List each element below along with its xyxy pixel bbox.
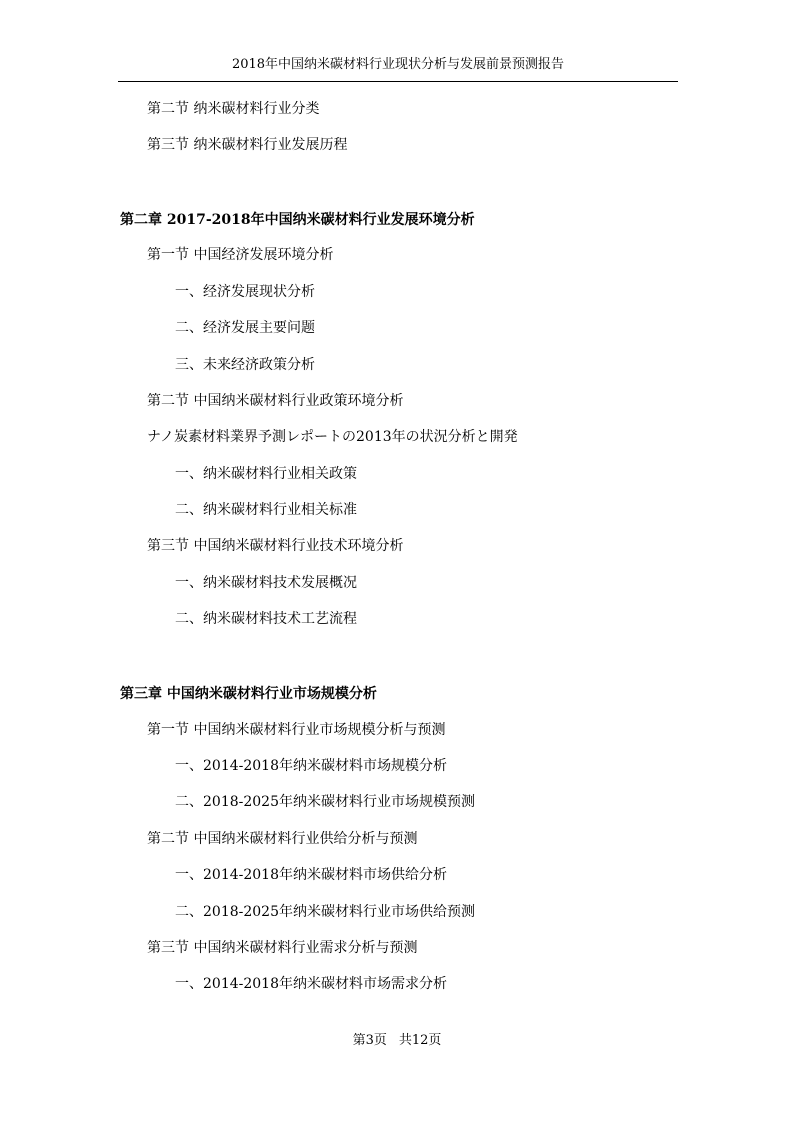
report-title: 2018年中国纳米碳材料行业现状分析与发展前景预测报告 [231,57,565,72]
toc-ch3-s2-item-2[interactable]: 二、2018-2025年纳米碳材料行业市场供给预测 [175,904,475,920]
toc-ch3-section-1[interactable]: 第一节 中国纳米碳材料行业市场规模分析与预测 [147,722,446,738]
toc-ch3-section-3[interactable]: 第三节 中国纳米碳材料行业需求分析与预测 [147,940,418,956]
toc-ch3-s3-item-1[interactable]: 一、2014-2018年纳米碳材料市场需求分析 [175,976,447,992]
toc-chapter-2[interactable]: 第二章 2017-2018年中国纳米碳材料行业发展环境分析 [120,212,475,228]
toc-ch3-section-2[interactable]: 第二节 中国纳米碳材料行业供给分析与预测 [147,831,418,847]
toc-japanese-note: ナノ炭素材料業界予測レポートの2013年の状況分析と開発 [147,429,518,445]
toc-ch3-s2-item-1[interactable]: 一、2014-2018年纳米碳材料市场供给分析 [175,867,447,883]
page-header [118,52,678,82]
toc-ch3-s1-item-2[interactable]: 二、2018-2025年纳米碳材料行业市场规模预测 [175,794,475,810]
toc-ch2-section-3[interactable]: 第三节 中国纳米碳材料行业技术环境分析 [147,538,404,554]
page-footer [0,1032,794,1050]
toc-ch2-s1-item-1[interactable]: 一、经济发展现状分析 [175,284,315,300]
page-number: 第3页 [352,1033,387,1048]
toc-chapter-3[interactable]: 第三章 中国纳米碳材料行业市场规模分析 [120,686,377,702]
page-total: 共12页 [398,1033,442,1048]
toc-ch2-s3-item-2[interactable]: 二、纳米碳材料技术工艺流程 [175,611,357,627]
toc-ch2-s1-item-3[interactable]: 三、未来经济政策分析 [175,357,315,373]
toc-ch2-section-2[interactable]: 第二节 中国纳米碳材料行业政策环境分析 [147,393,404,409]
toc-section-2-classification[interactable]: 第二节 纳米碳材料行业分类 [147,101,320,117]
toc-ch2-s2-item-2[interactable]: 二、纳米碳材料行业相关标准 [175,502,357,518]
toc-ch3-s1-item-1[interactable]: 一、2014-2018年纳米碳材料市场规模分析 [175,758,447,774]
toc-section-3-history[interactable]: 第三节 纳米碳材料行业发展历程 [147,137,348,153]
toc-ch2-s1-item-2[interactable]: 二、经济发展主要问题 [175,320,315,336]
toc-ch2-section-1[interactable]: 第一节 中国经济发展环境分析 [147,247,334,263]
toc-ch2-s3-item-1[interactable]: 一、纳米碳材料技术发展概况 [175,575,357,591]
toc-ch2-s2-item-1[interactable]: 一、纳米碳材料行业相关政策 [175,466,357,482]
